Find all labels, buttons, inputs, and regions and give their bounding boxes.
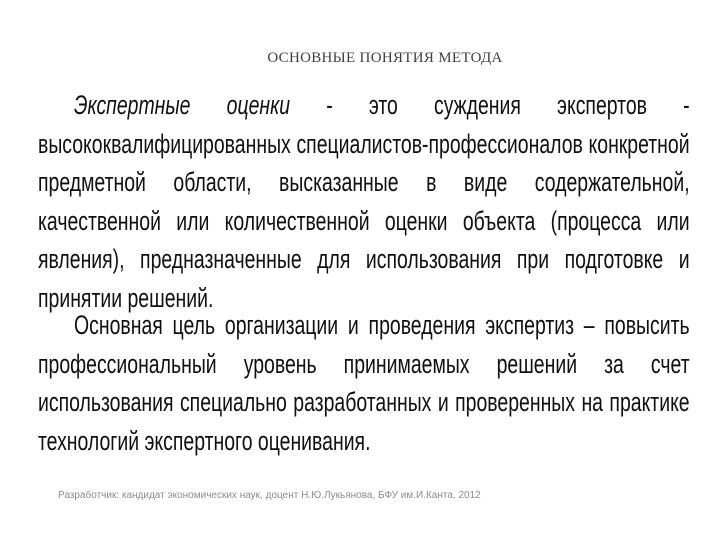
goal-paragraph: Основная цель организации и проведения экспертиз – повысить профессиональный уровень принимаемых решений за счет использования специально разработанных и проверенных на практике технологий экспертного оценивания. — [38, 310, 690, 456]
author-footer: Разработчик: кандидат экономических наук, доцент Н.Ю.Лукьянова, БФУ им.И.Канта, 2012 — [58, 490, 481, 501]
definition-paragraph — [38, 86, 690, 317]
term-expert-estimates: Экспертные оценки — [74, 90, 291, 120]
definition-text: - это суждения экспертов - высококвалифицированных специалистов-профессионалов конкретной предметной области, высказанные в виде содержательной, качественной или количественной оценки объекта (процесса или явления), предназначенные для использования при подготовке и принятии решений. — [38, 90, 690, 313]
slide-title: ОСНОВНЫЕ ПОНЯТИЯ МЕТОДА — [267, 50, 503, 66]
